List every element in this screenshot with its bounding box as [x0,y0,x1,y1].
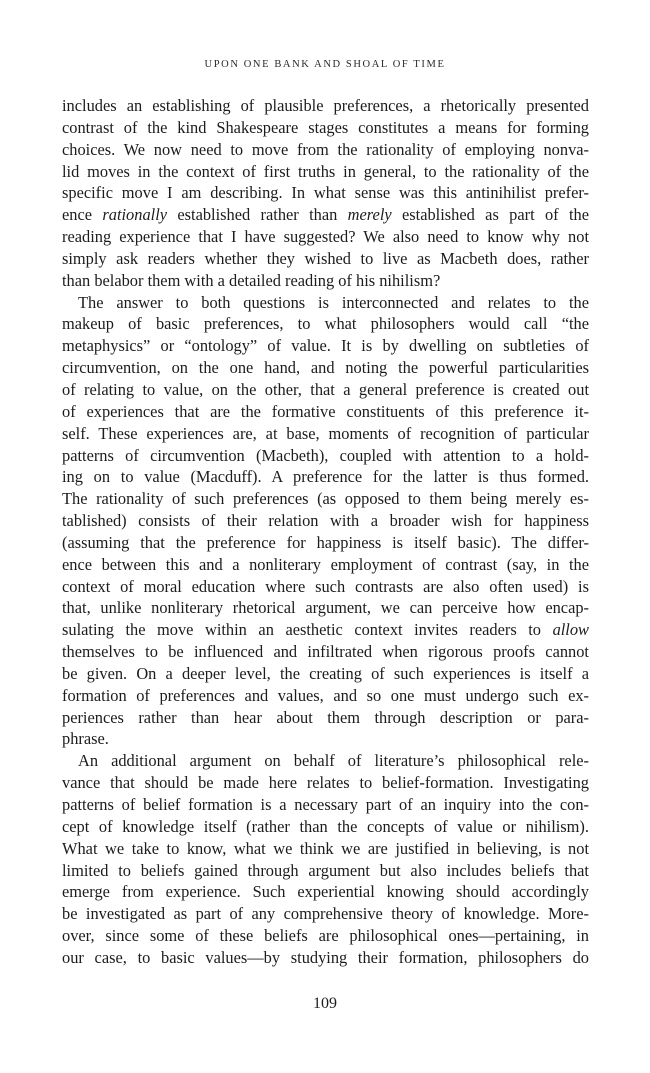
text-line [62,379,589,401]
text-run: limited to beliefs gained through argument but also includes beliefs that [62,860,589,880]
text-run: The rationality of such preferences (as opposed to them being merely es- [62,489,589,509]
italic-text: allow [552,620,589,640]
text-line [62,816,589,838]
text-line [62,860,589,882]
running-head: UPON ONE BANK AND SHOAL OF TIME [204,59,446,70]
text-run: than belabor them with a detailed reading of his nihilism? [62,270,441,290]
text-run: our case, to basic values—by studying their formation, philosophers do [62,947,589,967]
text-line [62,838,589,860]
text-run: established rather than [167,205,348,225]
text-run: periences rather than hear about them through description or para- [62,707,589,727]
text-line [62,947,589,969]
text-line [62,685,589,707]
text-line [62,226,589,248]
text-line [62,925,589,947]
text-run: sulating the move within an aesthetic context invites readers to [62,620,553,640]
text-line [62,95,589,117]
text-line [62,270,589,292]
text-line [62,335,589,357]
text-line [62,313,589,335]
text-run: patterns of belief formation is a necessary part of an inquiry into the con- [62,795,589,814]
text-run: contrast of the kind Shakespeare stages constitutes a means for forming [62,117,589,137]
text-run: themselves to be influenced and infiltrated when rigorous proofs cannot [62,642,589,662]
text-run: of relating to value, on the other, that a general preference is created out [62,379,589,399]
text-run: patterns of circumvention (Macbeth), coupled with attention to a hold- [62,445,589,465]
text-run: established as part of the [391,205,589,225]
text-run: choices. We now need to move from the rationality of employing nonva- [62,139,589,159]
text-line [62,445,589,467]
text-line [62,554,589,576]
text-run: ence between this and a nonliterary employment of contrast (say, in the [62,554,589,574]
text-line [62,663,589,685]
text-run: of experiences that are the formative constituents of this preference it- [62,401,589,421]
text-line [62,423,589,445]
text-line [62,139,589,161]
text-line [62,161,589,183]
text-line [62,117,589,139]
text-run: includes an establishing of plausible preferences, a rhetorically presented [62,96,589,115]
text-run: context of moral education where such contrasts are also often used) is [62,576,589,596]
text-run: vance that should be made here relates to belief-formation. Investigating [62,773,589,793]
text-run: formation of preferences and values, and so one must undergo such ex- [62,685,589,705]
text-line [62,292,589,314]
text-run: emerge from experience. Such experiential knowing should accordingly [62,882,589,902]
body-text [62,95,589,969]
text-run: makeup of basic preferences, to what philosophers would call “the [62,314,589,334]
text-run: specific move I am describing. In what sense was this antinihilist prefer- [62,183,589,203]
text-run: The answer to both questions is interconnected and relates to the [78,292,589,312]
page-number: 109 [313,995,337,1012]
text-line [62,750,589,772]
text-line [62,881,589,903]
text-line [62,357,589,379]
text-run: metaphysics” or “ontology” of value. It is by dwelling on subtleties of [62,336,589,356]
text-run: ing on to value (Macduff). A preference for the latter is thus formed. [62,467,589,487]
text-line [62,619,589,641]
text-run: simply ask readers whether they wished to live as Macbeth does, rather [62,248,589,268]
text-line [62,597,589,619]
text-run: cept of knowledge itself (rather than the concepts of value or nihilism). [62,816,589,836]
text-run: self. These experiences are, at base, moments of recognition of particular [62,423,589,443]
text-line [62,576,589,598]
text-line [62,794,589,816]
text-line [62,466,589,488]
text-line [62,772,589,794]
text-line [62,728,589,750]
italic-text: merely [347,205,392,225]
text-run: be investigated as part of any comprehensive theory of knowledge. More- [62,904,589,924]
text-line [62,401,589,423]
text-line [62,510,589,532]
text-line [62,532,589,554]
text-run: over, since some of these beliefs are philosophical ones—pertaining, in [62,926,589,946]
text-run: be given. On a deeper level, the creating of such experiences is itself a [62,663,589,683]
text-run: that, unlike nonliterary rhetorical argument, we can perceive how encap- [62,598,589,618]
text-line [62,488,589,510]
text-line [62,903,589,925]
text-line [62,707,589,729]
text-run: reading experience that I have suggested? We also need to know why not [62,227,589,247]
italic-text: rationally [102,205,168,225]
text-run: An additional argument on behalf of literature’s philosophical rele- [78,751,589,771]
text-run: tablished) consists of their relation with a broader wish for happiness [62,511,589,531]
text-line [62,204,589,226]
text-run: ence [62,205,103,225]
text-run: (assuming that the preference for happiness is itself basic). The differ- [62,532,589,552]
text-line [62,182,589,204]
text-line [62,641,589,663]
text-run: lid moves in the context of first truths in general, to the rationality of the [62,161,589,181]
text-line [62,248,589,270]
text-run: circumvention, on the one hand, and noting the powerful particularities [62,358,589,378]
text-run: What we take to know, what we think we are justified in believing, is not [62,838,589,858]
text-run: phrase. [62,729,109,749]
